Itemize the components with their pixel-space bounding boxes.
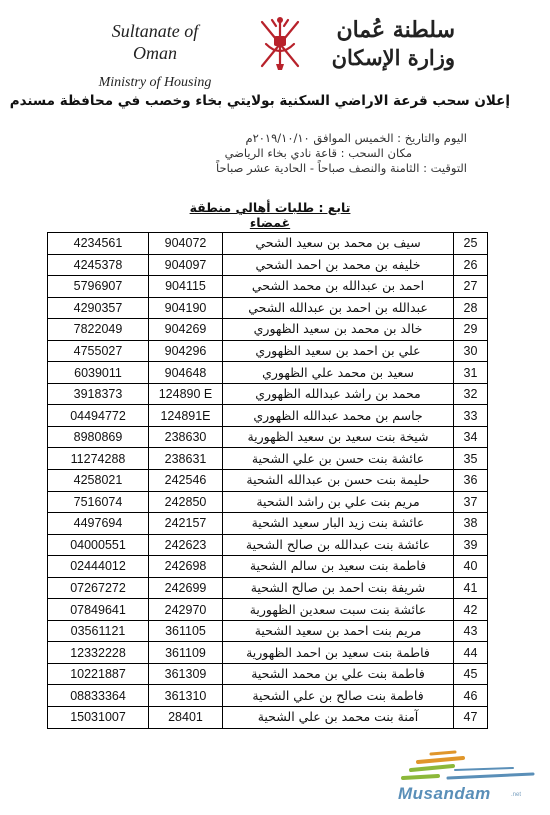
table-row — [48, 620, 488, 642]
name-cell: عبدالله بن احمد بن عبدالله الشحي — [223, 297, 454, 319]
name-cell: حليمة بنت حسن بن عبدالله الشحية — [223, 470, 454, 492]
index-cell: 32 — [454, 383, 488, 405]
index-cell: 43 — [454, 620, 488, 642]
number-cell: 242850 — [149, 491, 223, 513]
table-row — [48, 340, 488, 362]
name-cell: شريفة بنت احمد بن صالح الشحية — [223, 577, 454, 599]
phone-cell: 12332228 — [48, 642, 149, 664]
index-cell: 28 — [454, 297, 488, 319]
index-cell: 33 — [454, 405, 488, 427]
phone-cell: 4234561 — [48, 233, 149, 255]
phone-cell: 08833364 — [48, 685, 149, 707]
table-row — [48, 254, 488, 276]
oman-emblem-icon — [252, 14, 308, 72]
phone-cell: 4290357 — [48, 297, 149, 319]
phone-cell: 4755027 — [48, 340, 149, 362]
index-cell: 40 — [454, 556, 488, 578]
phone-cell: 7822049 — [48, 319, 149, 341]
applicants-table — [47, 232, 488, 729]
table-row — [48, 470, 488, 492]
index-cell: 29 — [454, 319, 488, 341]
phone-cell: 7516074 — [48, 491, 149, 513]
table-row — [48, 233, 488, 255]
index-cell: 46 — [454, 685, 488, 707]
phone-cell: 07849641 — [48, 599, 149, 621]
country-name-english: Sultanate of Oman — [111, 21, 199, 63]
announcement-title: إعلان سحب قرعة الاراضي السكنية بولايتي بخاء وخصب في محافظة مسندم — [9, 93, 510, 109]
number-cell: 242970 — [149, 599, 223, 621]
phone-cell: 04494772 — [48, 405, 149, 427]
index-cell: 45 — [454, 663, 488, 685]
table-row — [48, 491, 488, 513]
number-cell: 238631 — [149, 448, 223, 470]
index-cell: 35 — [454, 448, 488, 470]
number-cell: 361109 — [149, 642, 223, 664]
table-row — [48, 577, 488, 599]
table-row — [48, 319, 488, 341]
name-cell: عائشة بنت حسن بن علي الشحية — [223, 448, 454, 470]
watermark-suffix: .net — [511, 792, 522, 798]
number-cell: 361105 — [149, 620, 223, 642]
index-cell: 41 — [454, 577, 488, 599]
number-cell: 904269 — [149, 319, 223, 341]
table-row — [48, 362, 488, 384]
number-cell: 904296 — [149, 340, 223, 362]
name-cell: خليفه بن محمد بن احمد الشحي — [223, 254, 454, 276]
time-line: التوقيت : الثامنة والنصف صباحاً - الحادية عشر صباحاً — [216, 161, 467, 175]
musandam-watermark — [393, 748, 543, 810]
name-cell: فاطمة بنت سعيد بن سالم الشحية — [223, 556, 454, 578]
index-cell: 39 — [454, 534, 488, 556]
index-cell: 25 — [454, 233, 488, 255]
name-cell: فاطمة بنت سعيد بن احمد الظهورية — [223, 642, 454, 664]
table-row — [48, 556, 488, 578]
arabic-header — [330, 16, 455, 72]
name-cell: آمنة بنت محمد بن علي الشحية — [223, 707, 454, 729]
draw-info — [150, 131, 467, 176]
name-cell: احمد بن عبدالله بن محمد الشحي — [223, 276, 454, 298]
table-row — [48, 448, 488, 470]
english-header — [90, 20, 220, 92]
number-cell: 242546 — [149, 470, 223, 492]
name-cell: عائشة بنت زيد البار سعيد الشحية — [223, 513, 454, 535]
phone-cell: 02444012 — [48, 556, 149, 578]
name-cell: علي بن احمد بن سعيد الظهوري — [223, 340, 454, 362]
name-cell: مريم بنت علي بن راشد الشحية — [223, 491, 454, 513]
index-cell: 34 — [454, 426, 488, 448]
name-cell: عائشة بنت سبت سعدين الظهورية — [223, 599, 454, 621]
ministry-name-arabic: وزارة الإسكان — [331, 45, 455, 70]
index-cell: 44 — [454, 642, 488, 664]
name-cell: سعيد بن محمد علي الظهوري — [223, 362, 454, 384]
number-cell: 124890 E — [149, 383, 223, 405]
phone-cell: 8980869 — [48, 426, 149, 448]
name-cell: عائشة بنت عبدالله بن صالح الشحية — [223, 534, 454, 556]
place-line: مكان السحب : قاعة نادي بخاء الرياضي — [224, 146, 412, 160]
number-cell: 361309 — [149, 663, 223, 685]
number-cell: 904648 — [149, 362, 223, 384]
phone-cell: 4497694 — [48, 513, 149, 535]
table-row — [48, 426, 488, 448]
section-title: تابع : طلبات أهالي منطقة غمضاء — [189, 200, 351, 230]
name-cell: شيخة بنت سعيد بن سعيد الظهورية — [223, 426, 454, 448]
table-row — [48, 534, 488, 556]
name-cell: فاطمة بنت صالح بن علي الشحية — [223, 685, 454, 707]
name-cell: سيف بن محمد بن سعيد الشحي — [223, 233, 454, 255]
date-line: اليوم والتاريخ : الخميس الموافق ٢٠١٩/١٠/١٠م — [245, 131, 467, 145]
number-cell: 904190 — [149, 297, 223, 319]
name-cell: محمد بن راشد عبدالله الظهوري — [223, 383, 454, 405]
applicants-table-body — [48, 233, 488, 729]
table-row — [48, 707, 488, 729]
ministry-name-english: Ministry of Housing — [98, 75, 212, 90]
table-row — [48, 297, 488, 319]
number-cell: 238630 — [149, 426, 223, 448]
name-cell: مريم بنت احمد بن سعيد الشحية — [223, 620, 454, 642]
phone-cell: 5796907 — [48, 276, 149, 298]
watermark-text: Musandam — [398, 784, 491, 803]
number-cell: 124891E — [149, 405, 223, 427]
phone-cell: 03561121 — [48, 620, 149, 642]
phone-cell: 3918373 — [48, 383, 149, 405]
table-row — [48, 685, 488, 707]
index-cell: 31 — [454, 362, 488, 384]
number-cell: 242157 — [149, 513, 223, 535]
index-cell: 42 — [454, 599, 488, 621]
index-cell: 27 — [454, 276, 488, 298]
number-cell: 242699 — [149, 577, 223, 599]
table-row — [48, 513, 488, 535]
table-row — [48, 383, 488, 405]
phone-cell: 04000551 — [48, 534, 149, 556]
index-cell: 26 — [454, 254, 488, 276]
table-row — [48, 276, 488, 298]
phone-cell: 4245378 — [48, 254, 149, 276]
table-row — [48, 663, 488, 685]
phone-cell: 4258021 — [48, 470, 149, 492]
table-row — [48, 642, 488, 664]
table-row — [48, 599, 488, 621]
number-cell: 361310 — [149, 685, 223, 707]
index-cell: 36 — [454, 470, 488, 492]
number-cell: 904115 — [149, 276, 223, 298]
index-cell: 30 — [454, 340, 488, 362]
name-cell: فاطمة بنت علي بن محمد الشحية — [223, 663, 454, 685]
number-cell: 904097 — [149, 254, 223, 276]
phone-cell: 11274288 — [48, 448, 149, 470]
number-cell: 242623 — [149, 534, 223, 556]
number-cell: 242698 — [149, 556, 223, 578]
name-cell: خالد بن محمد بن سعيد الظهوري — [223, 319, 454, 341]
phone-cell: 15031007 — [48, 707, 149, 729]
index-cell: 47 — [454, 707, 488, 729]
phone-cell: 10221887 — [48, 663, 149, 685]
table-row — [48, 405, 488, 427]
index-cell: 37 — [454, 491, 488, 513]
number-cell: 904072 — [149, 233, 223, 255]
name-cell: جاسم بن محمد عبدالله الظهوري — [223, 405, 454, 427]
country-name-arabic: سلطنة عُمان — [336, 17, 455, 43]
watermark-graphic-icon — [393, 748, 543, 788]
index-cell: 38 — [454, 513, 488, 535]
number-cell: 28401 — [149, 707, 223, 729]
phone-cell: 6039011 — [48, 362, 149, 384]
phone-cell: 07267272 — [48, 577, 149, 599]
